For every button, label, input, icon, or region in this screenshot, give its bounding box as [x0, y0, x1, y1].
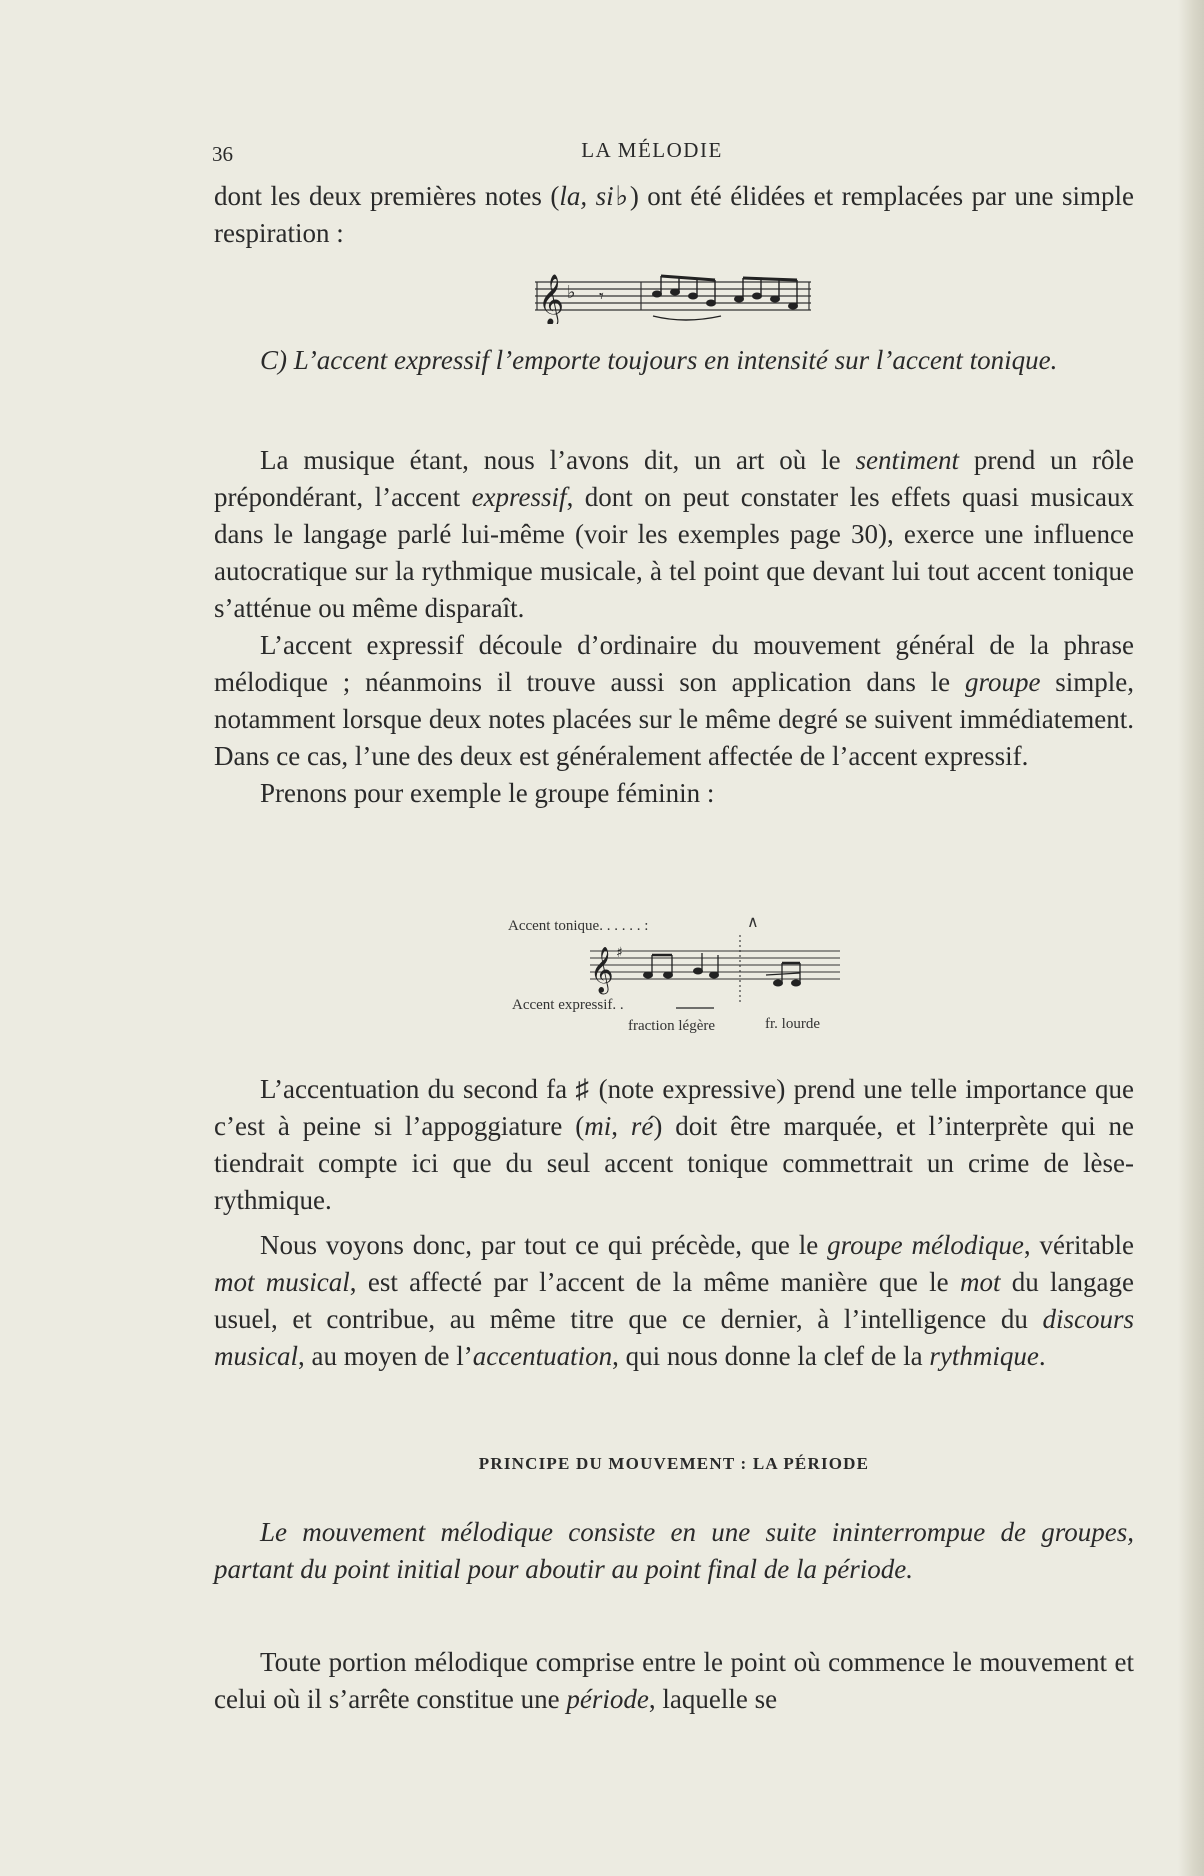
- para1-text-c: ) ont été élidées et remplacées par une simple respiration :: [214, 181, 1134, 248]
- label-fraction-legere: fraction légère: [628, 1018, 716, 1034]
- paragraph-8-definition: [214, 1514, 1134, 1588]
- para1-text-a: dont les deux premières notes (: [214, 181, 560, 211]
- label-fr-lourde: fr. lourde: [765, 1016, 820, 1032]
- para8-text: Le mouvement mélodique consiste en une suite ininterrompue de groupes, partant du point initial pour aboutir au point final de la période.: [214, 1517, 1134, 1584]
- music-example-2: [500, 905, 860, 1055]
- label-accent-tonique: Accent tonique. . . . . . :: [508, 918, 649, 934]
- para7-groupe-melodique: groupe mélodique: [827, 1230, 1024, 1260]
- para7-accentuation: accentuation: [472, 1341, 613, 1371]
- paragraph-3: [214, 442, 1134, 812]
- paragraph-2-rule-c: [214, 342, 1134, 379]
- staff-figure-2: [590, 935, 840, 1005]
- para3-text-a: La musique étant, nous l’avons dit, un art où le: [260, 445, 856, 475]
- svg-text:♭: ♭: [567, 282, 576, 303]
- para7-mot: mot: [959, 1267, 1001, 1297]
- para6-text-a: L’accentuation du second fa ♯ (note expressive) prend une telle importance que c’est à peine si l’appoggiature (: [214, 1074, 1134, 1141]
- para3-expressif: expressif: [471, 482, 567, 512]
- para7-rythmique: rythmique: [929, 1341, 1039, 1371]
- page-number: 36: [212, 142, 233, 166]
- para2-text: C) L’accent expressif l’emporte toujours en intensité sur l’accent tonique.: [260, 345, 1058, 375]
- para7-text-g: du langage usuel, et contribue, au même titre que ce dernier, à l’intelligence du: [214, 1267, 1135, 1334]
- svg-text:𝄾: 𝄾: [599, 286, 604, 307]
- para4-text-c: simple, notamment lorsque deux notes placées sur le même degré se suivent immédiatement. Dans ce cas, l’une des deux est généralement affectée de l’accent expressif.: [214, 667, 1135, 771]
- paragraph-9: [214, 1644, 1134, 1718]
- para7-text-a: Nous voyons donc, par tout ce qui précède, que le: [260, 1230, 828, 1260]
- paragraph-1: [214, 178, 1134, 252]
- para7-text-c: , véritable: [1023, 1230, 1134, 1260]
- para6-comma: ,: [611, 1111, 631, 1141]
- para5-text: Prenons pour exemple le groupe féminin :: [260, 778, 715, 808]
- para6-text-e: ) doit être marquée, et l’interprète qui ne tiendrait compte ici que du seul accent tonique commettrait un crime de lèse-rythmique.: [214, 1111, 1134, 1215]
- running-title: LA MÉLODIE: [581, 138, 723, 162]
- para7-text-i: , au moyen de l’: [298, 1341, 473, 1371]
- svg-text:𝄞: 𝄞: [538, 274, 565, 324]
- para9-text-a: Toute portion mélodique comprise entre le point où commence le mouvement et celui où il s’arrête constitue une: [214, 1647, 1134, 1714]
- para3-sentiment: sentiment: [855, 445, 959, 475]
- para7-text-k: , qui nous donne la clef de la: [612, 1341, 930, 1371]
- expressif-dash-mark: [676, 1003, 716, 1013]
- para1-notes: la, si♭: [559, 181, 630, 211]
- para7-discours-musical: discours musical: [214, 1304, 1134, 1371]
- para7-period: .: [1038, 1341, 1046, 1371]
- para6-re: ré: [630, 1111, 654, 1141]
- para7-text-e: , est affecté par l’accent de la même manière que le: [349, 1267, 960, 1297]
- page-header: [212, 138, 1092, 168]
- label-accent-expressif: Accent expressif. .: [512, 997, 624, 1013]
- para3-text-e: , dont on peut constater les effets quasi musicaux dans le langage parlé lui-même (voir les exemples page 30), exerce une influence autocratique sur la rythmique musicale, à tel point que devant lui tout accent tonique s’atténue ou même disparaît.: [214, 482, 1134, 623]
- para4-text-a: L’accent expressif découle d’ordinaire du mouvement général de la phrase mélodique ; néanmoins il trouve aussi son application dans le: [214, 630, 1134, 697]
- svg-text:♯: ♯: [616, 945, 623, 961]
- para9-periode: période: [566, 1684, 649, 1714]
- svg-text:𝄞: 𝄞: [590, 947, 614, 993]
- section-heading: PRINCIPE DU MOUVEMENT : LA PÉRIODE: [478, 1454, 870, 1473]
- accent-symbol: ∧: [747, 914, 759, 931]
- para6-mi: mi: [584, 1111, 612, 1141]
- para4-groupe: groupe: [964, 667, 1041, 697]
- paragraph-6-7: [214, 1071, 1134, 1375]
- para3-text-c: prend un rôle prépondérant, l’accent: [214, 445, 1134, 512]
- para7-mot-musical: mot musical: [214, 1267, 350, 1297]
- music-example-1: [535, 272, 811, 324]
- para9-text-c: , laquelle se: [648, 1684, 778, 1714]
